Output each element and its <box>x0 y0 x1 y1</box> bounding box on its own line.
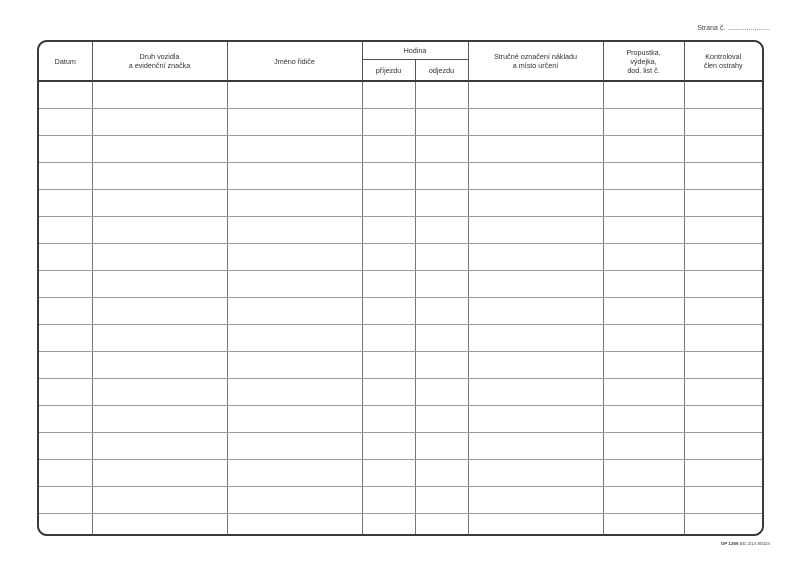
entry-cell[interactable] <box>603 271 684 298</box>
entry-cell[interactable] <box>415 298 468 325</box>
entry-cell[interactable] <box>468 217 603 244</box>
entry-cell[interactable] <box>227 379 362 406</box>
entry-cell[interactable] <box>684 81 762 109</box>
entry-cell[interactable] <box>92 352 227 379</box>
entry-cell[interactable] <box>92 109 227 136</box>
entry-cell[interactable] <box>92 81 227 109</box>
entry-cell[interactable] <box>92 136 227 163</box>
entry-cell[interactable] <box>415 433 468 460</box>
entry-cell[interactable] <box>603 109 684 136</box>
entry-cell[interactable] <box>227 298 362 325</box>
table-row <box>39 271 762 298</box>
table-row <box>39 217 762 244</box>
entry-cell[interactable] <box>227 514 362 537</box>
entry-cell[interactable] <box>362 460 415 487</box>
entry-cell[interactable] <box>415 109 468 136</box>
entry-cell[interactable] <box>415 406 468 433</box>
table-row <box>39 460 762 487</box>
entry-cell[interactable] <box>468 109 603 136</box>
entry-cell[interactable] <box>362 190 415 217</box>
entry-cell[interactable] <box>603 352 684 379</box>
entry-cell[interactable] <box>603 514 684 537</box>
entry-cell[interactable] <box>227 406 362 433</box>
entry-cell[interactable] <box>227 244 362 271</box>
table-row <box>39 433 762 460</box>
entry-cell[interactable] <box>468 379 603 406</box>
entry-cell[interactable] <box>362 81 415 109</box>
entry-cell[interactable] <box>92 406 227 433</box>
entry-cell[interactable] <box>362 271 415 298</box>
table-row <box>39 352 762 379</box>
col-header-datum: Datum <box>39 42 92 81</box>
entry-cell[interactable] <box>227 352 362 379</box>
vehicle-log-table <box>39 42 762 536</box>
entry-cell[interactable] <box>415 460 468 487</box>
table-row <box>39 136 762 163</box>
entry-cell[interactable] <box>92 433 227 460</box>
entry-cell[interactable] <box>92 514 227 537</box>
entry-cell[interactable] <box>362 379 415 406</box>
entry-cell[interactable] <box>684 109 762 136</box>
entry-cell[interactable] <box>603 325 684 352</box>
entry-cell[interactable] <box>603 217 684 244</box>
col-header-naklad: Stručné označení nákladu a místo určení <box>468 42 603 81</box>
entry-cell[interactable] <box>39 244 92 271</box>
entry-cell[interactable] <box>468 271 603 298</box>
entry-cell[interactable] <box>684 325 762 352</box>
entry-cell[interactable] <box>468 163 603 190</box>
col-header-kontroloval: Kontroloval člen ostrahy <box>684 42 762 81</box>
entry-cell[interactable] <box>227 217 362 244</box>
entry-cell[interactable] <box>684 217 762 244</box>
entry-cell[interactable] <box>362 298 415 325</box>
entry-cell[interactable] <box>468 81 603 109</box>
table-row <box>39 163 762 190</box>
entry-cell[interactable] <box>92 271 227 298</box>
entry-cell[interactable] <box>684 487 762 514</box>
entry-cell[interactable] <box>92 217 227 244</box>
entry-cell[interactable] <box>603 433 684 460</box>
entry-cell[interactable] <box>92 163 227 190</box>
entry-cell[interactable] <box>468 298 603 325</box>
entry-cell[interactable] <box>415 244 468 271</box>
entry-cell[interactable] <box>415 325 468 352</box>
entry-cell[interactable] <box>362 433 415 460</box>
entry-cell[interactable] <box>684 352 762 379</box>
entry-cell[interactable] <box>227 271 362 298</box>
entry-cell[interactable] <box>362 514 415 537</box>
table-row <box>39 514 762 537</box>
entry-cell[interactable] <box>684 379 762 406</box>
vehicle-log-form <box>37 40 764 536</box>
entry-cell[interactable] <box>603 244 684 271</box>
entry-cell[interactable] <box>92 379 227 406</box>
entry-cell[interactable] <box>468 352 603 379</box>
entry-cell[interactable] <box>39 487 92 514</box>
entry-cell[interactable] <box>603 81 684 109</box>
entry-cell[interactable] <box>468 190 603 217</box>
col-header-odjezdu: odjezdu <box>415 60 468 82</box>
entry-cell[interactable] <box>603 190 684 217</box>
entry-cell[interactable] <box>415 190 468 217</box>
entry-cell[interactable] <box>39 298 92 325</box>
entry-cell[interactable] <box>92 190 227 217</box>
entry-cell[interactable] <box>684 433 762 460</box>
entry-cell[interactable] <box>39 433 92 460</box>
entry-cell[interactable] <box>39 325 92 352</box>
entry-cell[interactable] <box>415 271 468 298</box>
entry-cell[interactable] <box>227 136 362 163</box>
entry-cell[interactable] <box>415 379 468 406</box>
entry-cell[interactable] <box>39 81 92 109</box>
entry-cell[interactable] <box>227 163 362 190</box>
entry-cell[interactable] <box>362 109 415 136</box>
entry-cell[interactable] <box>227 190 362 217</box>
entry-cell[interactable] <box>684 136 762 163</box>
col-header-prijezdu: příjezdu <box>362 60 415 82</box>
entry-cell[interactable] <box>684 190 762 217</box>
entry-cell[interactable] <box>603 460 684 487</box>
entry-cell[interactable] <box>468 514 603 537</box>
entry-cell[interactable] <box>603 136 684 163</box>
entry-cell[interactable] <box>362 406 415 433</box>
entry-cell[interactable] <box>39 352 92 379</box>
entry-cell[interactable] <box>415 514 468 537</box>
entry-cell[interactable] <box>92 460 227 487</box>
entry-cell[interactable] <box>468 406 603 433</box>
entry-cell[interactable] <box>92 298 227 325</box>
entry-cell[interactable] <box>92 487 227 514</box>
entry-cell[interactable] <box>684 271 762 298</box>
entry-cell[interactable] <box>362 136 415 163</box>
entry-cell[interactable] <box>603 298 684 325</box>
table-row <box>39 487 762 514</box>
table-row <box>39 81 762 109</box>
table-row <box>39 109 762 136</box>
entry-cell[interactable] <box>684 244 762 271</box>
entry-cell[interactable] <box>415 217 468 244</box>
page-number-field: Strana č. ...................... <box>697 25 770 32</box>
entry-cell[interactable] <box>468 325 603 352</box>
entry-cell[interactable] <box>362 325 415 352</box>
entry-cell[interactable] <box>415 136 468 163</box>
entry-cell[interactable] <box>39 217 92 244</box>
col-header-propustka: Propustka, výdejka, dod. list č. <box>603 42 684 81</box>
entry-cell[interactable] <box>603 487 684 514</box>
entry-cell[interactable] <box>684 460 762 487</box>
entry-cell[interactable] <box>92 325 227 352</box>
entry-cell[interactable] <box>362 163 415 190</box>
entry-cell[interactable] <box>362 352 415 379</box>
entry-cell[interactable] <box>603 406 684 433</box>
col-header-jmeno-ridice: Jméno řidiče <box>227 42 362 81</box>
entry-cell[interactable] <box>227 325 362 352</box>
table-row <box>39 190 762 217</box>
entry-cell[interactable] <box>39 379 92 406</box>
entry-cell[interactable] <box>603 163 684 190</box>
entry-cell[interactable] <box>684 298 762 325</box>
col-header-hodina: Hodina <box>362 42 468 60</box>
entry-cell[interactable] <box>362 487 415 514</box>
table-row <box>39 325 762 352</box>
table-row <box>39 298 762 325</box>
entry-cell[interactable] <box>415 81 468 109</box>
col-header-druh-vozidla: Druh vozidla a evidenční značka <box>92 42 227 81</box>
entry-cell[interactable] <box>362 244 415 271</box>
table-row <box>39 406 762 433</box>
entry-cell[interactable] <box>227 487 362 514</box>
entry-cell[interactable] <box>39 163 92 190</box>
entry-cell[interactable] <box>415 163 468 190</box>
entry-cell[interactable] <box>92 244 227 271</box>
table-row <box>39 244 762 271</box>
entry-cell[interactable] <box>227 109 362 136</box>
entry-cell[interactable] <box>39 109 92 136</box>
entry-cell[interactable] <box>227 433 362 460</box>
table-row <box>39 379 762 406</box>
form-code: OP 1266 BG 2/14 80324 <box>720 541 770 546</box>
entry-cell[interactable] <box>39 271 92 298</box>
entry-cell[interactable] <box>468 487 603 514</box>
entry-cell[interactable] <box>468 460 603 487</box>
entry-cell[interactable] <box>468 136 603 163</box>
entry-cell[interactable] <box>39 190 92 217</box>
entry-cell[interactable] <box>39 460 92 487</box>
entry-cell[interactable] <box>362 217 415 244</box>
entry-cell[interactable] <box>227 81 362 109</box>
entry-cell[interactable] <box>227 460 362 487</box>
entry-cell[interactable] <box>415 487 468 514</box>
entry-cell[interactable] <box>468 433 603 460</box>
entry-cell[interactable] <box>39 514 92 537</box>
entry-cell[interactable] <box>415 352 468 379</box>
entry-cell[interactable] <box>468 244 603 271</box>
entry-cell[interactable] <box>603 379 684 406</box>
entry-cell[interactable] <box>684 163 762 190</box>
entry-cell[interactable] <box>684 406 762 433</box>
log-rows <box>39 81 762 536</box>
entry-cell[interactable] <box>684 514 762 537</box>
entry-cell[interactable] <box>39 406 92 433</box>
entry-cell[interactable] <box>39 136 92 163</box>
